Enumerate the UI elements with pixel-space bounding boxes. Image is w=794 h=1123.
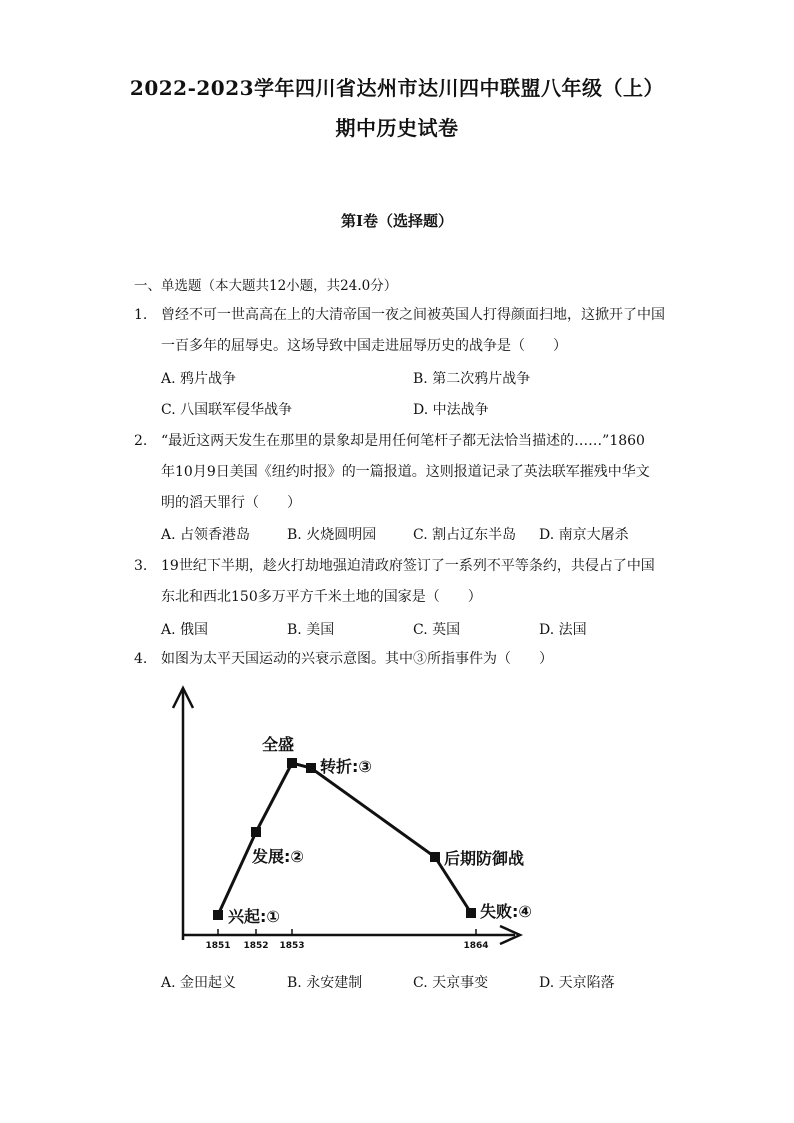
x-tick-label: 1851 [205, 941, 231, 951]
point-label: 发展:② [252, 847, 304, 866]
section-heading: 一、单选题（本大题共12小题，共24.0分） [134, 278, 398, 294]
question-line: 一百多年的屈辱史。这场导致中国走进屈辱历史的战争是（ ） [161, 338, 567, 354]
data-point [306, 763, 316, 773]
question-line: 曾经不可一世高高在上的大清帝国一夜之间被英国人打得颜面扫地，这掀开了中国 [161, 307, 665, 323]
point-label: 全盛 [262, 735, 295, 754]
x-axis-arrow [500, 926, 520, 944]
question-number: 2. [134, 433, 148, 449]
data-point [213, 910, 223, 920]
question-number: 4. [134, 651, 148, 667]
option-c[interactable]: C. 天京事变 [413, 975, 489, 991]
option-d[interactable]: D. 天京陷落 [539, 975, 615, 991]
part-heading: 第I卷（选择题） [340, 212, 454, 230]
question-line: 年10月9日美国《纽约时报》的一篇报道。这则报道记录了英法联军摧残中华文 [161, 464, 650, 480]
option-b[interactable]: B. 第二次鸦片战争 [413, 371, 531, 387]
point-label: 兴起:① [228, 907, 280, 926]
question-number: 1. [134, 307, 148, 323]
x-tick-label: 1853 [279, 941, 305, 951]
x-tick-label: 1852 [243, 941, 269, 951]
option-b[interactable]: B. 火烧圆明园 [287, 527, 377, 543]
x-tick-label: 1864 [463, 941, 489, 951]
data-point [430, 852, 440, 862]
data-point [287, 758, 297, 768]
question-line: 19世纪下半期，趁火打劫地强迫清政府签订了一系列不平等条约，共侵占了中国 [161, 558, 655, 574]
y-axis-arrow [173, 688, 193, 708]
option-c[interactable]: C. 八国联军侵华战争 [161, 402, 293, 418]
option-a[interactable]: A. 占领香港岛 [161, 527, 251, 543]
question-line: “最近这两天发生在那里的景象却是用任何笔杆子都无法恰当描述的……”1860 [161, 433, 645, 449]
option-c[interactable]: C. 割占辽东半岛 [413, 527, 517, 543]
question-number: 3. [134, 558, 148, 574]
question-line: 东北和西北150多万平方千米土地的国家是（ ） [161, 589, 482, 605]
option-a[interactable]: A. 金田起义 [161, 975, 237, 991]
point-label: 失败:④ [480, 902, 532, 921]
option-d[interactable]: D. 南京大屠杀 [539, 527, 629, 543]
data-point [251, 827, 261, 837]
option-d[interactable]: D. 法国 [539, 622, 587, 638]
option-d[interactable]: D. 中法战争 [413, 402, 489, 418]
data-point [466, 908, 476, 918]
question-line: 如图为太平天国运动的兴衰示意图。其中③所指事件为（ ） [161, 651, 553, 667]
question-line: 明的滔天罪行（ ） [161, 495, 301, 511]
option-c[interactable]: C. 英国 [413, 622, 461, 638]
title-line-2: 期中历史试卷 [335, 116, 459, 140]
title-line-1: 2022-2023学年四川省达州市达川四中联盟八年级（上） [129, 76, 665, 100]
option-a[interactable]: A. 俄国 [161, 622, 209, 638]
series-line [218, 763, 471, 915]
point-label: 转折:③ [320, 757, 372, 776]
point-label: 后期防御战 [444, 849, 525, 868]
option-a[interactable]: A. 鸦片战争 [161, 371, 237, 387]
option-b[interactable]: B. 美国 [287, 622, 335, 638]
option-b[interactable]: B. 永安建制 [287, 975, 363, 991]
